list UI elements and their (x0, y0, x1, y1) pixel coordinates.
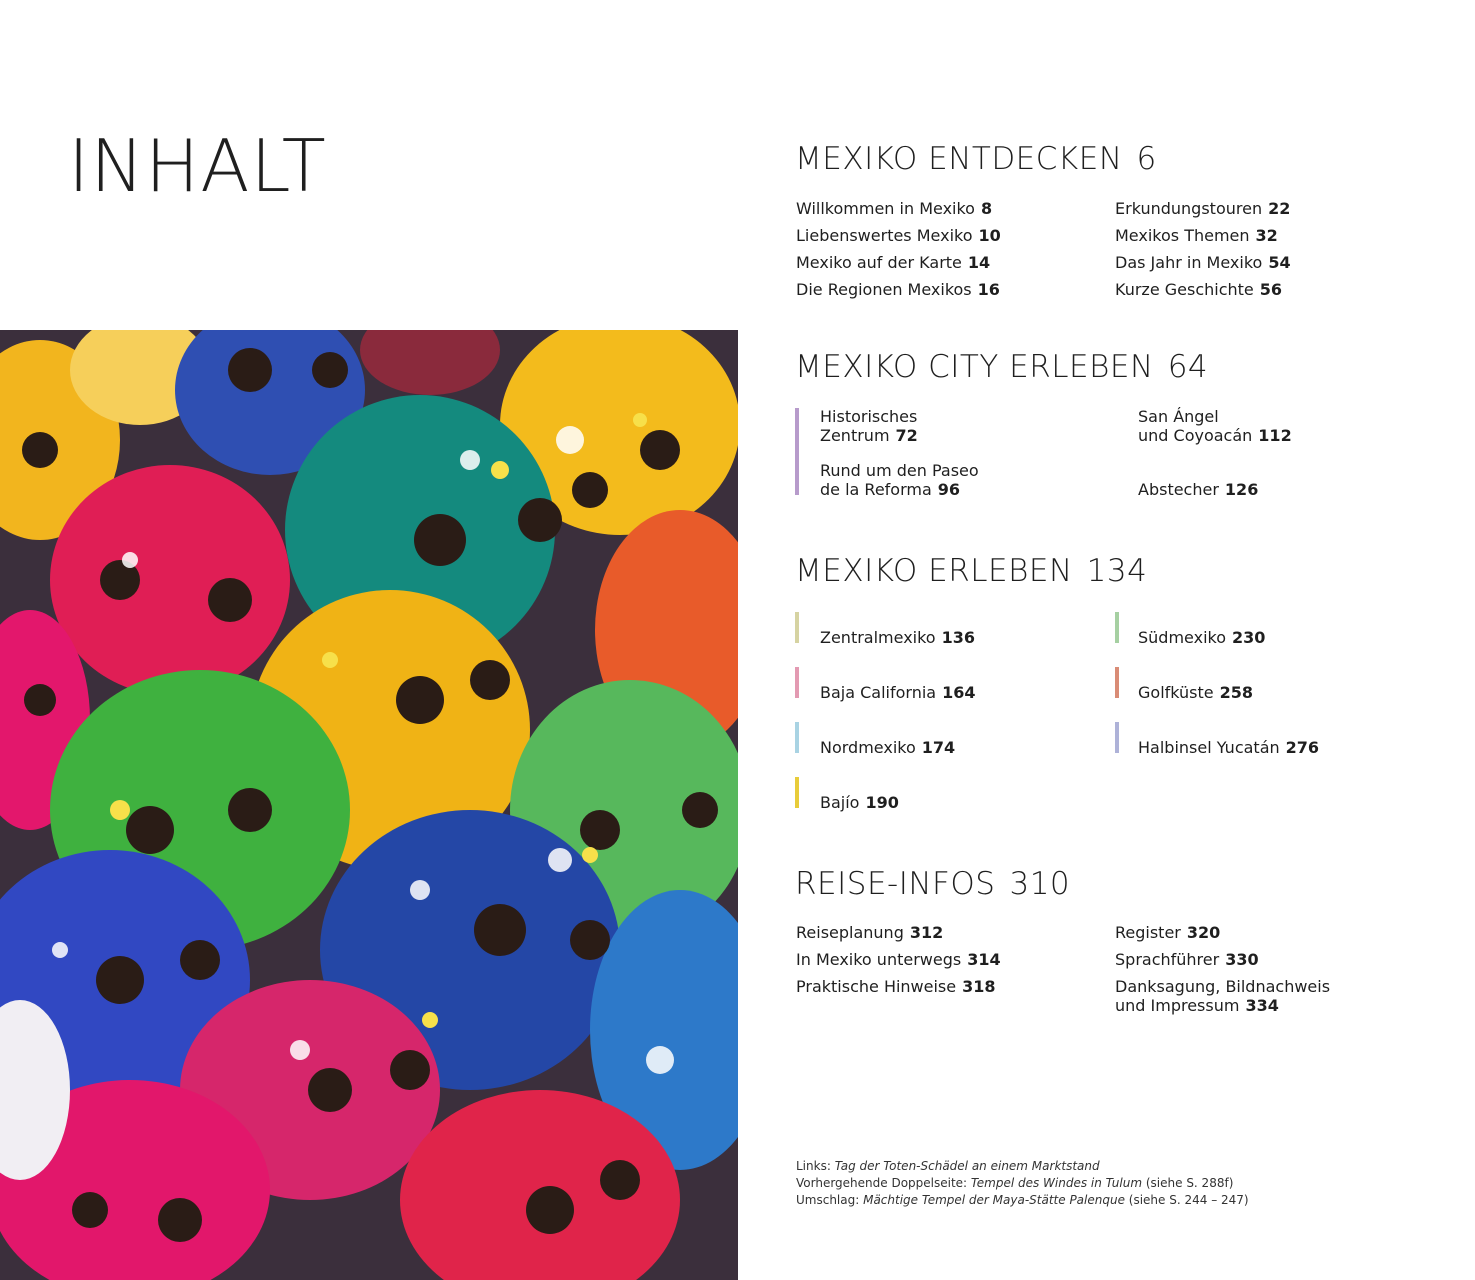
region-color-bar (795, 777, 799, 808)
region-color-bar (1115, 722, 1119, 753)
toc-entry[interactable]: Liebenswertes Mexiko 10 (796, 226, 1001, 245)
toc-entry[interactable]: Willkommen in Mexiko 8 (796, 199, 993, 218)
toc-entry[interactable]: Nordmexiko 174 (820, 738, 956, 757)
toc-entry[interactable]: Register 320 (1115, 923, 1221, 942)
toc-entry[interactable]: Südmexiko 230 (1138, 628, 1266, 647)
image-credits (796, 1158, 1249, 1209)
toc-entry[interactable]: Reiseplanung 312 (796, 923, 944, 942)
toc-entry[interactable]: Die Regionen Mexikos 16 (796, 280, 1000, 299)
toc-entry[interactable]: Das Jahr in Mexiko 54 (1115, 253, 1291, 272)
region-color-bar (1115, 612, 1119, 643)
toc-entry[interactable]: Baja California 164 (820, 683, 976, 702)
toc-entry[interactable]: Abstecher 126 (1138, 480, 1259, 499)
toc-entry[interactable]: Halbinsel Yucatán 276 (1138, 738, 1320, 757)
toc-entry[interactable]: Danksagung, Bildnachweis und Impressum 334 (1115, 977, 1331, 1015)
section-heading-mexiko-entdecken: MEXIKO ENTDECKEN 6 (795, 141, 1157, 177)
region-color-bar (795, 667, 799, 698)
credit-line: Umschlag: Mächtige Tempel der Maya-Stätte Palenque (siehe S. 244 – 247) (796, 1193, 1249, 1207)
credit-line: Links: Tag der Toten-Schädel an einem Marktstand (796, 1159, 1100, 1173)
toc-entry[interactable]: Sprachführer 330 (1115, 950, 1259, 969)
toc-entry[interactable]: Kurze Geschichte 56 (1115, 280, 1283, 299)
region-color-bar (795, 408, 799, 495)
section-heading-reise-infos: REISE-INFOS 310 (795, 866, 1071, 902)
toc-entry[interactable]: San Ángel und Coyoacán 112 (1138, 407, 1292, 445)
sugar-skulls-photo (0, 330, 738, 1280)
toc-entry[interactable]: Mexiko auf der Karte 14 (796, 253, 991, 272)
toc-entry[interactable]: Rund um den Paseo de la Reforma 96 (820, 461, 979, 499)
section-heading-mexiko-erleben: MEXIKO ERLEBEN 134 (795, 553, 1148, 589)
region-color-bar (1115, 667, 1119, 698)
toc-entry[interactable]: Zentralmexiko 136 (820, 628, 975, 647)
toc-entry[interactable]: Golfküste 258 (1138, 683, 1254, 702)
toc-entry[interactable]: Mexikos Themen 32 (1115, 226, 1278, 245)
toc-entry[interactable]: Bajío 190 (820, 793, 899, 812)
toc-entry[interactable]: Historisches Zentrum 72 (820, 407, 918, 445)
toc-entry[interactable]: Praktische Hinweise 318 (796, 977, 996, 996)
page-title: INHALT (68, 124, 327, 208)
toc-entry[interactable]: In Mexiko unterwegs 314 (796, 950, 1001, 969)
toc-entry[interactable]: Erkundungstouren 22 (1115, 199, 1291, 218)
region-color-bar (795, 722, 799, 753)
region-color-bar (795, 612, 799, 643)
sugar-skulls-illustration (0, 330, 738, 1280)
credit-line: Vorhergehende Doppelseite: Tempel des Windes in Tulum (siehe S. 288f) (796, 1176, 1234, 1190)
section-heading-mexiko-city-erleben: MEXIKO CITY ERLEBEN 64 (795, 349, 1209, 385)
skull-shapes (0, 330, 738, 1280)
